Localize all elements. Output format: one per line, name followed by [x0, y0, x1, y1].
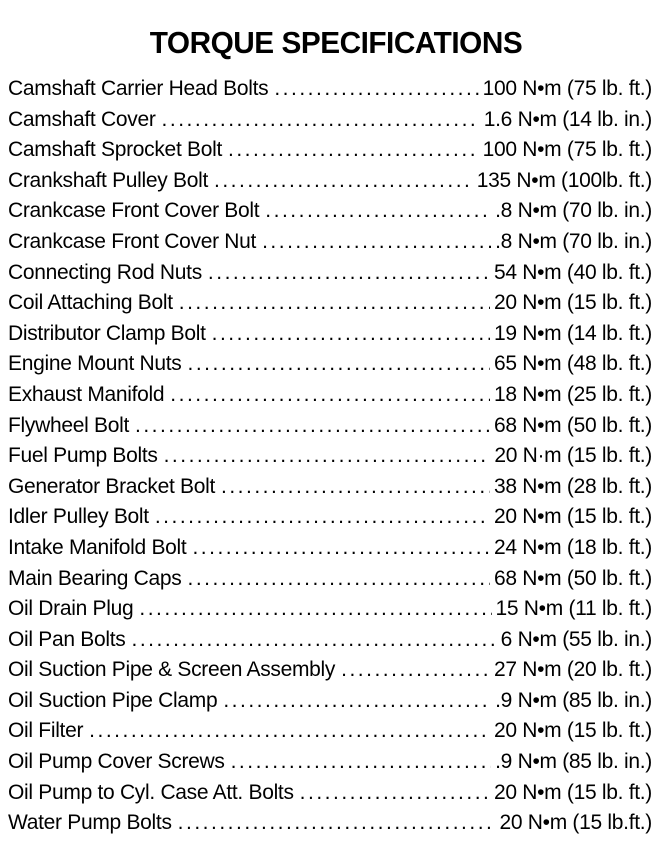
spec-row	[8, 258, 652, 289]
spec-value: 19 N•m (14 lb. ft.)	[493, 321, 652, 345]
spec-row	[8, 625, 652, 656]
spec-row	[8, 319, 652, 350]
spec-value: 20 N•m (15 lb.ft.)	[499, 811, 652, 835]
dot-leader	[162, 105, 480, 136]
dot-leader	[139, 594, 491, 625]
spec-value: .9 N•m (85 lb. in.)	[495, 688, 652, 712]
spec-row	[8, 227, 652, 258]
spec-name: Camshaft Cover	[8, 107, 156, 131]
spec-row	[8, 135, 652, 166]
spec-value: 20 N•m (15 lb. ft.)	[493, 505, 652, 529]
dot-leader	[188, 564, 490, 595]
spec-row	[8, 472, 652, 503]
spec-name: Water Pump Bolts	[8, 811, 172, 835]
dot-leader	[155, 502, 490, 533]
spec-row	[8, 686, 652, 717]
spec-row	[8, 166, 652, 197]
spec-value: 54 N•m (40 lb. ft.)	[493, 260, 652, 284]
spec-value: .8 N•m (70 lb. in.)	[495, 199, 652, 223]
spec-name: Oil Drain Plug	[8, 597, 134, 621]
spec-value: 15 N•m (11 lb. ft.)	[495, 597, 652, 621]
spec-row	[8, 380, 652, 411]
spec-name: Camshaft Sprocket Bolt	[8, 138, 222, 162]
dot-leader	[231, 747, 492, 778]
spec-name: Connecting Rod Nuts	[8, 260, 202, 284]
spec-name: Fuel Pump Bolts	[8, 444, 158, 468]
dot-leader	[221, 472, 490, 503]
spec-value: 68 N•m (50 lb. ft.)	[493, 413, 652, 437]
spec-name: Exhaust Manifold	[8, 382, 165, 406]
dot-leader	[164, 441, 491, 472]
spec-value: 27 N•m (20 lb. ft.)	[493, 658, 652, 682]
spec-name: Crankcase Front Cover Bolt	[8, 199, 260, 223]
spec-value: 24 N•m (18 lb. ft.)	[493, 535, 652, 559]
spec-row	[8, 747, 652, 778]
dot-leader	[179, 288, 490, 319]
spec-name: Crankshaft Pulley Bolt	[8, 168, 208, 192]
spec-name: Oil Suction Pipe Clamp	[8, 688, 218, 712]
dot-leader	[300, 778, 490, 809]
spec-value: 20 N•m (15 lb. ft.)	[493, 719, 652, 743]
spec-row	[8, 716, 652, 747]
page-title: TORQUE SPECIFICATIONS	[149, 24, 523, 60]
spec-row	[8, 655, 652, 686]
spec-name: Oil Pump Cover Screws	[8, 750, 225, 774]
spec-name: Flywheel Bolt	[8, 413, 129, 437]
spec-name: Oil Filter	[8, 719, 84, 743]
dot-leader	[274, 74, 478, 105]
spec-value: 65 N•m (48 lb. ft.)	[493, 352, 652, 376]
spec-value: .8 N•m (70 lb. in.)	[495, 229, 652, 253]
spec-name: Oil Pan Bolts	[8, 627, 126, 651]
spec-value: .9 N•m (85 lb. in.)	[495, 750, 652, 774]
spec-name: Crankcase Front Cover Nut	[8, 229, 257, 253]
dot-leader	[262, 227, 491, 258]
dot-leader	[135, 411, 490, 442]
spec-name: Idler Pulley Bolt	[8, 505, 149, 529]
dot-leader	[192, 533, 490, 564]
spec-value: 18 N•m (25 lb. ft.)	[493, 382, 652, 406]
spec-value: 100 N•m (75 lb. ft.)	[482, 138, 652, 162]
spec-row	[8, 411, 652, 442]
spec-name: Generator Bracket Bolt	[8, 474, 215, 498]
spec-value: 68 N•m (50 lb. ft.)	[493, 566, 652, 590]
dot-leader	[89, 716, 490, 747]
spec-value: 1.6 N•m (14 lb. in.)	[483, 107, 652, 131]
dot-leader	[208, 258, 490, 289]
spec-value: 20 N•m (15 lb. ft.)	[493, 780, 652, 804]
spec-row	[8, 74, 652, 105]
spec-name: Coil Attaching Bolt	[8, 291, 173, 315]
torque-spec-list	[8, 74, 652, 839]
spec-name: Camshaft Carrier Head Bolts	[8, 77, 269, 100]
spec-value: 38 N•m (28 lb. ft.)	[493, 474, 652, 498]
spec-row	[8, 105, 652, 136]
spec-value: 20 N•m (15 lb. ft.)	[493, 291, 652, 315]
spec-name: Oil Pump to Cyl. Case Att. Bolts	[8, 780, 294, 804]
spec-row	[8, 808, 652, 839]
spec-name: Main Bearing Caps	[8, 566, 182, 590]
spec-row	[8, 533, 652, 564]
spec-row	[8, 502, 652, 533]
spec-value: 20 N·m (15 lb. ft.)	[494, 444, 652, 468]
dot-leader	[341, 655, 490, 686]
spec-row	[8, 349, 652, 380]
spec-row	[8, 196, 652, 227]
spec-value: 6 N•m (55 lb. in.)	[500, 627, 652, 651]
dot-leader	[265, 196, 491, 227]
dot-leader	[170, 380, 490, 411]
dot-leader	[214, 166, 473, 197]
dot-leader	[223, 686, 491, 717]
dot-leader	[212, 319, 490, 350]
spec-row	[8, 564, 652, 595]
spec-name: Oil Suction Pipe & Screen Assembly	[8, 658, 336, 682]
dot-leader	[188, 349, 490, 380]
spec-name: Engine Mount Nuts	[8, 352, 182, 376]
spec-row	[8, 288, 652, 319]
dot-leader	[228, 135, 479, 166]
spec-row	[8, 778, 652, 809]
spec-name: Intake Manifold Bolt	[8, 535, 187, 559]
spec-value: 100 N•m (75 lb. ft.)	[482, 77, 652, 100]
spec-row	[8, 594, 652, 625]
dot-leader	[178, 808, 496, 839]
spec-row	[8, 441, 652, 472]
spec-name: Distributor Clamp Bolt	[8, 321, 206, 345]
dot-leader	[132, 625, 497, 656]
spec-value: 135 N•m (100lb. ft.)	[476, 168, 652, 192]
